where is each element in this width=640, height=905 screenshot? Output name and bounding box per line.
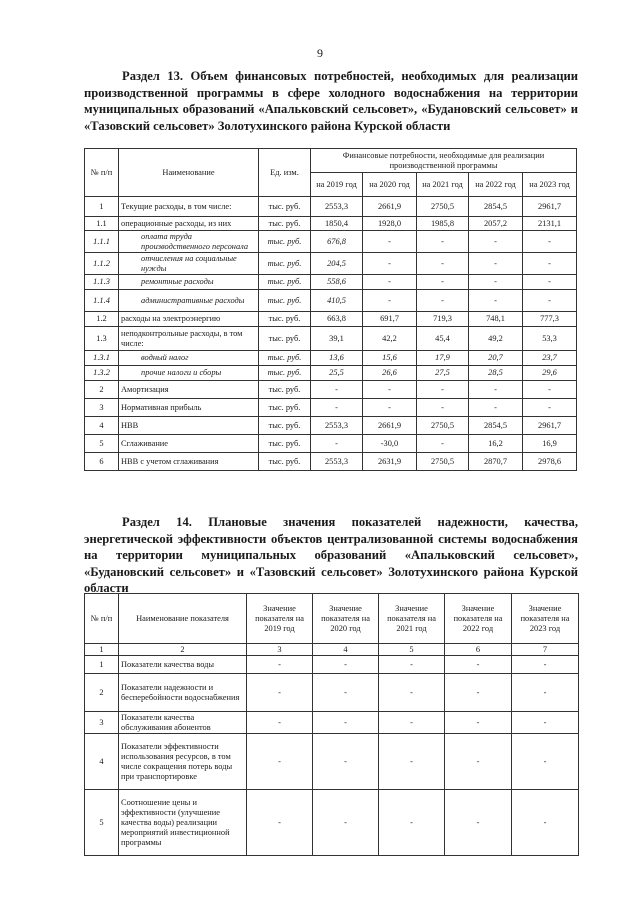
row-num: 3 — [85, 712, 119, 734]
table-row — [85, 712, 579, 734]
row-value: - — [523, 231, 577, 253]
row-name: неподконтрольные расходы, в том числе: — [119, 327, 259, 351]
row-value: - — [523, 399, 577, 417]
row-name: Сглаживание — [119, 435, 259, 453]
row-value: 2553,3 — [311, 417, 363, 435]
row-value: 2854,5 — [469, 197, 523, 217]
performance-indicators-body — [85, 656, 579, 856]
row-value: 27,5 — [417, 366, 469, 381]
indicator-value: - — [445, 712, 512, 734]
row-value: 16,9 — [523, 435, 577, 453]
row-num: 2 — [85, 381, 119, 399]
row-num: 5 — [85, 435, 119, 453]
row-value: - — [417, 253, 469, 275]
row-num: 1.3 — [85, 327, 119, 351]
row-value: 2750,5 — [417, 197, 469, 217]
row-value: - — [363, 290, 417, 312]
row-name: НВВ — [119, 417, 259, 435]
row-value: 676,8 — [311, 231, 363, 253]
table-row — [85, 217, 577, 231]
row-value: - — [363, 253, 417, 275]
row-unit: тыс. руб. — [259, 253, 311, 275]
performance-indicators-table — [84, 593, 579, 856]
row-num: 1.3.2 — [85, 366, 119, 381]
header-year: на 2022 год — [469, 173, 523, 197]
row-num: 1.1.4 — [85, 290, 119, 312]
indicator-value: - — [313, 790, 379, 856]
row-value: 777,3 — [523, 312, 577, 327]
header-year-value: Значение показателя на 2021 год — [379, 594, 445, 644]
row-value: 2870,7 — [469, 453, 523, 471]
row-value: 2854,5 — [469, 417, 523, 435]
row-value: 691,7 — [363, 312, 417, 327]
row-value: - — [417, 275, 469, 290]
table-row — [85, 453, 577, 471]
table-row — [85, 435, 577, 453]
row-name: прочие налоги и сборы — [119, 366, 259, 381]
row-value: - — [469, 275, 523, 290]
row-num: 1.1.3 — [85, 275, 119, 290]
row-value: 23,7 — [523, 351, 577, 366]
row-num: 2 — [85, 674, 119, 712]
row-unit: тыс. руб. — [259, 290, 311, 312]
table-row — [85, 312, 577, 327]
row-value: - — [363, 381, 417, 399]
row-value: - — [417, 435, 469, 453]
row-value: 719,3 — [417, 312, 469, 327]
column-number: 2 — [119, 644, 247, 656]
row-value: -30,0 — [363, 435, 417, 453]
row-value: 42,2 — [363, 327, 417, 351]
header-num: № п/п — [85, 149, 119, 197]
row-value: 16,2 — [469, 435, 523, 453]
row-value: 20,7 — [469, 351, 523, 366]
row-value: - — [417, 231, 469, 253]
row-value: - — [311, 399, 363, 417]
row-value: - — [311, 381, 363, 399]
row-value: - — [523, 275, 577, 290]
row-value: 45,4 — [417, 327, 469, 351]
row-value: 1850,4 — [311, 217, 363, 231]
row-value: 2661,9 — [363, 197, 417, 217]
row-unit: тыс. руб. — [259, 453, 311, 471]
row-value: - — [469, 253, 523, 275]
row-value: 2750,5 — [417, 453, 469, 471]
indicator-name: Показатели качества воды — [119, 656, 247, 674]
table-row — [85, 399, 577, 417]
indicator-value: - — [247, 790, 313, 856]
table-row — [85, 674, 579, 712]
header-year: на 2020 год — [363, 173, 417, 197]
row-name: операционные расходы, из них — [119, 217, 259, 231]
indicator-value: - — [512, 712, 579, 734]
row-value: - — [523, 381, 577, 399]
financial-needs-table — [84, 148, 577, 471]
financial-needs-body — [85, 197, 577, 471]
row-unit: тыс. руб. — [259, 351, 311, 366]
row-value: 53,3 — [523, 327, 577, 351]
header-num: № п/п — [85, 594, 119, 644]
column-number: 3 — [247, 644, 313, 656]
header-name: Наименование — [119, 149, 259, 197]
row-num: 1 — [85, 197, 119, 217]
row-value: 2631,9 — [363, 453, 417, 471]
header-year-value: Значение показателя на 2023 год — [512, 594, 579, 644]
row-value: 1928,0 — [363, 217, 417, 231]
row-value: - — [363, 399, 417, 417]
indicator-value: - — [313, 674, 379, 712]
row-value: - — [417, 381, 469, 399]
row-num: 6 — [85, 453, 119, 471]
indicator-value: - — [247, 712, 313, 734]
table-row — [85, 790, 579, 856]
row-value: - — [417, 399, 469, 417]
row-name: Нормативная прибыль — [119, 399, 259, 417]
row-value: - — [469, 381, 523, 399]
header-year: на 2023 год — [523, 173, 577, 197]
row-num: 1.1 — [85, 217, 119, 231]
row-unit: тыс. руб. — [259, 435, 311, 453]
indicator-name: Соотношение цены и эффективности (улучшение качества воды) реализации мероприятий инвестиционной программы — [119, 790, 247, 856]
row-name: НВВ с учетом сглаживания — [119, 453, 259, 471]
row-name: Текущие расходы, в том числе: — [119, 197, 259, 217]
row-value: 2750,5 — [417, 417, 469, 435]
row-value: - — [469, 290, 523, 312]
row-value: - — [417, 290, 469, 312]
indicator-value: - — [379, 790, 445, 856]
table-row — [85, 381, 577, 399]
row-unit: тыс. руб. — [259, 197, 311, 217]
header-indicator-name: Наименование показателя — [119, 594, 247, 644]
indicator-value: - — [445, 674, 512, 712]
table-row — [85, 197, 577, 217]
row-unit: тыс. руб. — [259, 231, 311, 253]
indicator-value: - — [379, 674, 445, 712]
row-value: - — [469, 231, 523, 253]
row-value: 25,5 — [311, 366, 363, 381]
indicator-name: Показатели качества обслуживания абонентов — [119, 712, 247, 734]
row-value: 29,6 — [523, 366, 577, 381]
row-value: 1985,8 — [417, 217, 469, 231]
indicator-value: - — [313, 656, 379, 674]
indicator-value: - — [445, 734, 512, 790]
indicator-value: - — [512, 674, 579, 712]
indicator-name: Показатели надежности и бесперебойности водоснабжения — [119, 674, 247, 712]
row-value: 2661,9 — [363, 417, 417, 435]
indicator-value: - — [445, 790, 512, 856]
row-value: - — [363, 275, 417, 290]
section-13-title: Раздел 13. Объем финансовых потребностей, необходимых для реализации производственной программы в сфере холодного водоснабжения на территории муниципальных образований «Апальковский сельсовет», «Будановский сельсовет» и «Тазовский сельсовет» Золотухинского района Курской области — [84, 69, 578, 133]
row-value: 410,5 — [311, 290, 363, 312]
table-row — [85, 275, 577, 290]
row-num: 1.2 — [85, 312, 119, 327]
row-value: - — [523, 253, 577, 275]
row-value: 26,6 — [363, 366, 417, 381]
table-row — [85, 231, 577, 253]
table-row — [85, 417, 577, 435]
row-num: 3 — [85, 399, 119, 417]
table-row — [85, 253, 577, 275]
header-year-value: Значение показателя на 2020 год — [313, 594, 379, 644]
row-unit: тыс. руб. — [259, 381, 311, 399]
row-unit: тыс. руб. — [259, 366, 311, 381]
row-name: ремонтные расходы — [119, 275, 259, 290]
row-name: расходы на электроэнергию — [119, 312, 259, 327]
table-row — [85, 351, 577, 366]
indicator-value: - — [313, 734, 379, 790]
header-year-value: Значение показателя на 2019 год — [247, 594, 313, 644]
section-13-heading — [84, 68, 578, 134]
indicator-value: - — [445, 656, 512, 674]
indicator-value: - — [512, 790, 579, 856]
row-value: 204,5 — [311, 253, 363, 275]
row-value: 15,6 — [363, 351, 417, 366]
row-name: административные расходы — [119, 290, 259, 312]
header-year-value: Значение показателя на 2022 год — [445, 594, 512, 644]
row-value: 2131,1 — [523, 217, 577, 231]
row-value: - — [469, 399, 523, 417]
indicator-value: - — [512, 734, 579, 790]
row-unit: тыс. руб. — [259, 417, 311, 435]
header-year: на 2019 год — [311, 173, 363, 197]
row-value: 558,6 — [311, 275, 363, 290]
indicator-value: - — [313, 712, 379, 734]
row-num: 4 — [85, 734, 119, 790]
column-number: 6 — [445, 644, 512, 656]
table-row — [85, 327, 577, 351]
indicator-value: - — [247, 656, 313, 674]
row-num: 5 — [85, 790, 119, 856]
row-value: 748,1 — [469, 312, 523, 327]
row-name: Амортизация — [119, 381, 259, 399]
row-value: 39,1 — [311, 327, 363, 351]
row-num: 4 — [85, 417, 119, 435]
header-year: на 2021 год — [417, 173, 469, 197]
row-value: - — [363, 231, 417, 253]
header-financial-needs: Финансовые потребности, необходимые для реализации производственной программы — [311, 149, 577, 173]
indicator-value: - — [379, 656, 445, 674]
row-name: отчисления на социальные нужды — [119, 253, 259, 275]
row-num: 1.1.1 — [85, 231, 119, 253]
indicator-value: - — [379, 734, 445, 790]
indicator-value: - — [247, 674, 313, 712]
column-number: 5 — [379, 644, 445, 656]
row-value: 2553,3 — [311, 453, 363, 471]
header-unit: Ед. изм. — [259, 149, 311, 197]
row-unit: тыс. руб. — [259, 312, 311, 327]
row-value: 28,5 — [469, 366, 523, 381]
row-value: 13,6 — [311, 351, 363, 366]
row-value: 49,2 — [469, 327, 523, 351]
row-unit: тыс. руб. — [259, 327, 311, 351]
section-14-title: Раздел 14. Плановые значения показателей надежности, качества, энергетической эффективности объектов централизованной системы водоснабжения на территории муниципальных образований «Апальковский сельсовет», «Будановский сельсовет» и «Тазовский сельсовет» Золотухинского района Курской области — [84, 515, 578, 596]
row-value: - — [523, 290, 577, 312]
table-row — [85, 366, 577, 381]
table-row — [85, 656, 579, 674]
row-name: водный налог — [119, 351, 259, 366]
indicator-value: - — [512, 656, 579, 674]
row-num: 1 — [85, 656, 119, 674]
indicators-header-row — [85, 594, 579, 644]
row-value: 2961,7 — [523, 197, 577, 217]
indicator-value: - — [247, 734, 313, 790]
row-name: оплата труда производственного персонала — [119, 231, 259, 253]
column-number: 1 — [85, 644, 119, 656]
row-value: 2057,2 — [469, 217, 523, 231]
column-number: 4 — [313, 644, 379, 656]
column-numbers-row — [85, 644, 579, 656]
indicator-name: Показатели эффективности использования ресурсов, в том числе сокращения потерь воды при транспортировке — [119, 734, 247, 790]
column-number: 7 — [512, 644, 579, 656]
page-number: 9 — [317, 46, 323, 60]
row-unit: тыс. руб. — [259, 399, 311, 417]
table-row — [85, 734, 579, 790]
row-value: 2553,3 — [311, 197, 363, 217]
row-unit: тыс. руб. — [259, 217, 311, 231]
row-num: 1.1.2 — [85, 253, 119, 275]
row-value: 17,9 — [417, 351, 469, 366]
row-value: - — [311, 435, 363, 453]
indicator-value: - — [379, 712, 445, 734]
row-value: 663,8 — [311, 312, 363, 327]
table-row — [85, 290, 577, 312]
section-14-heading — [84, 514, 578, 597]
row-value: 2961,7 — [523, 417, 577, 435]
row-num: 1.3.1 — [85, 351, 119, 366]
row-unit: тыс. руб. — [259, 275, 311, 290]
row-value: 2978,6 — [523, 453, 577, 471]
